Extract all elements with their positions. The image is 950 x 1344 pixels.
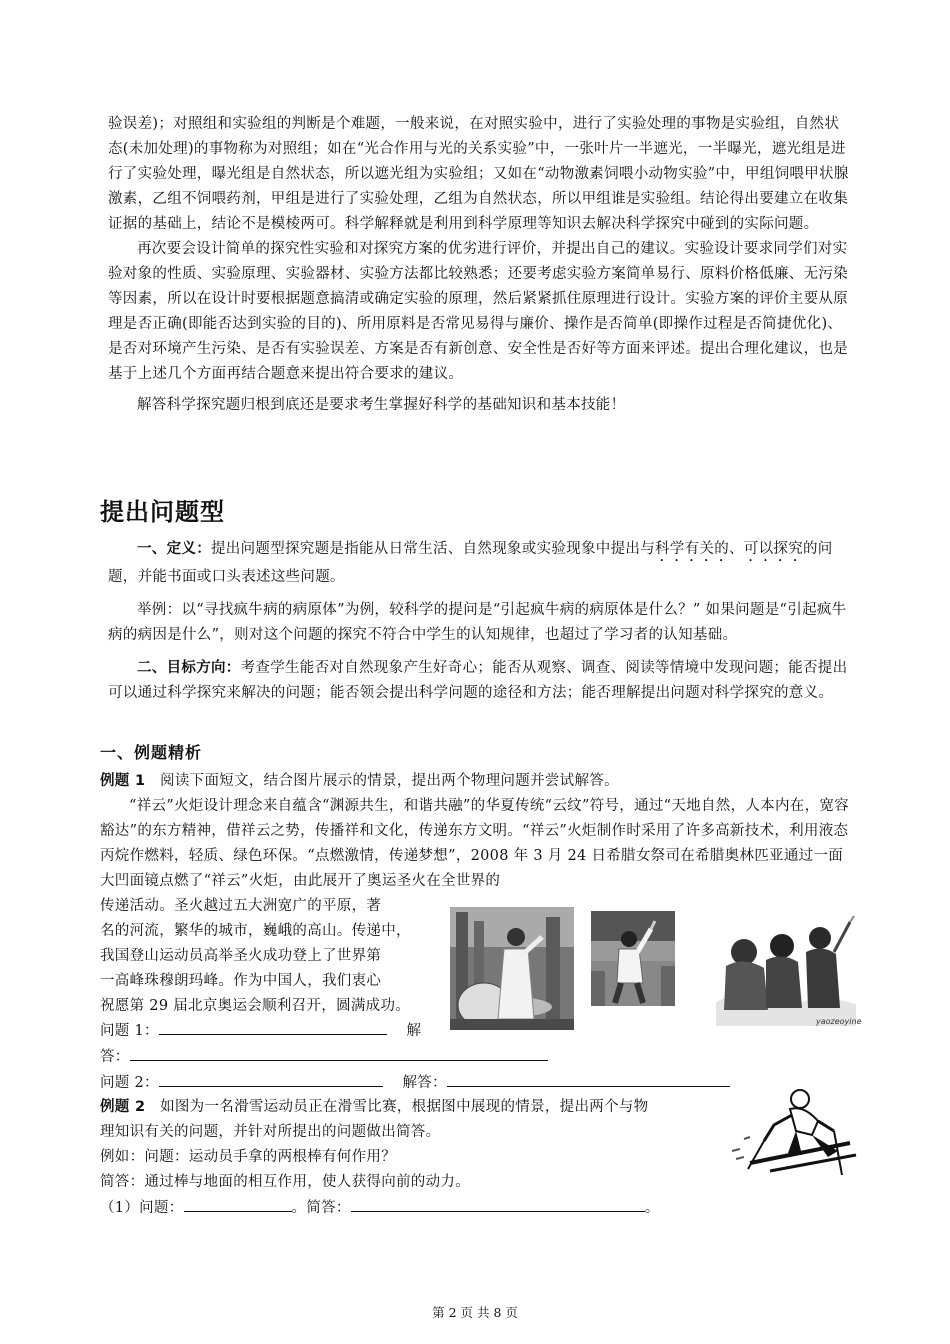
example-2-example-answer: 简答：通过棒与地面的相互作用，使人获得向前的动力。 xyxy=(100,1174,470,1190)
question-2-label: 问题 2： xyxy=(100,1075,159,1091)
page-footer: 第 2 页 共 8 页 xyxy=(432,1305,518,1320)
everest-climbers-photo xyxy=(716,912,856,1026)
passage-line-5: 祝愿第 29 届北京奥运会顺利召开，圆满成功。 xyxy=(100,998,411,1014)
passage-line-3: 我国登山运动员高举圣火成功登上了世界第 xyxy=(100,948,382,964)
subsection-title: 一、例题精析 xyxy=(100,743,203,762)
example-1 xyxy=(100,769,852,894)
example-2-answer-label: 。简答： xyxy=(291,1200,351,1216)
torch-lighting-photo xyxy=(450,907,574,1030)
question-1-blank[interactable] xyxy=(159,1018,387,1035)
passage-line-1: 传递活动。圣火越过五大洲宽广的平原，著 xyxy=(100,898,382,914)
answer-1-label-b: 答： xyxy=(100,1049,130,1065)
photo-caption: yaozeoyine xyxy=(816,1017,862,1026)
example-2 xyxy=(100,1095,740,1221)
answer-1-label-a: 解 xyxy=(406,1023,422,1039)
example-2-label: 例题 2 xyxy=(100,1099,146,1115)
goal-text: 考查学生能否对自然现象产生好奇心；能否从观察、调查、阅读等情境中发现问题；能否提出可以通过科学探究来解决的问题；能否领会提出科学问题的途径和方法；能否理解提出问题对科学探究的意义。 xyxy=(108,660,848,701)
example-1-passage: “祥云”火炬设计理念来自蕴含“渊源共生，和谐共融”的华夏传统“云纹”符号，通过“天地自然，人本内在，宽容豁达”的东方精神，借祥云之势，传播祥和文化，传递东方文明。“祥云”火炬制作时采用了许多高新技术，利用液态丙烷作燃料，轻质、绿色环保。“点燃激情，传递梦想”，2008 年 3 月 24 日希腊女祭司在希腊奥林匹亚通过一面大凹面镜点燃了“祥云”火炬，由此展开了奥运圣火在全世界的 xyxy=(100,798,849,889)
intro-paragraph-2: 再次要会设计简单的探究性实验和对探究方案的优劣进行评价，并提出自己的建议。实验设计要求同学们对实验对象的性质、实验原理、实验器材、实验方法都比较熟悉；还要考虑实验方案简单易行、原料价格低廉、无污染等因素，所以在设计时要根据题意搞清或确定实验的原理，然后紧紧抓住原理进行设计。实验方案的评价主要从原理是否正确(即能否达到实验的目的)、所用原料是否常见易得与廉价、操作是否简单(即操作过程是否简捷优化)、是否对环境产生污染、是否有实验误差、方案是否有新创意、安全性是否好等方面来评述。提出合理化建议，也是基于上述几个方面再结合题意来提出符合要求的建议。 xyxy=(108,241,848,382)
definition-emphasis: 科学有关的、可以探究 xyxy=(655,541,803,557)
goal-paragraph xyxy=(108,656,853,706)
intro-paragraph-3: 解答科学探究题归根到底还是要求考生掌握好科学的基础知识和基本技能！ xyxy=(137,397,626,413)
example-2-prompt-1: 如图为一名滑雪运动员正在滑雪比赛，根据图中展现的情景，提出两个与物 xyxy=(160,1099,649,1115)
intro-text xyxy=(108,112,853,418)
example-2-end: 。 xyxy=(644,1200,660,1216)
definition-block xyxy=(108,537,853,706)
goal-label: 二、目标方向： xyxy=(137,660,241,676)
passage-line-4: 一高峰珠穆朗玛峰。作为中国人，我们衷心 xyxy=(100,973,382,989)
example-2-answer-blank[interactable] xyxy=(351,1195,645,1212)
example-1-prompt: 阅读下面短文，结合图片展示的情景，提出两个物理问题并尝试解答。 xyxy=(160,773,619,789)
skier-illustration xyxy=(730,1085,858,1179)
answer-2-label: 解答： xyxy=(402,1075,447,1091)
definition-label: 一、定义： xyxy=(137,541,211,557)
passage-line-2: 名的河流，繁华的城市，巍峨的高山。传递中， xyxy=(100,923,411,939)
intro-paragraph-1: 验误差)；对照组和实验组的判断是个难题，一般来说，在对照实验中，进行了实验处理的事物是实验组，自然状态(未加处理)的事物称为对照组；如在“光合作用与光的关系实验”中，一张叶片一半遮光，一半曝光，遮光组是进行了实验处理，曝光组是自然状态，所以遮光组为实验组；又如在“动物激素饲喂小动物实验”中，甲组饲喂甲状腺激素，乙组不饲喂药剂，甲组是进行了实验处理，乙组为自然状态，所以甲组谁是实验组。结论得出要建立在收集证据的基础上，结论不是模棱两可。科学解释就是利用到科学原理等知识去解决科学探究中碰到的实际问题。 xyxy=(108,116,849,232)
example-2-question-blank[interactable] xyxy=(184,1195,292,1212)
torch-runner-photo xyxy=(591,911,675,1006)
example-2-question-label: （1）问题： xyxy=(100,1200,184,1216)
example-1-passage-wrapped xyxy=(100,894,445,1019)
section-title: 提出问题型 xyxy=(100,498,225,526)
example-2-question-row xyxy=(100,1195,740,1221)
definition-text-b: 的问题，并能书面或口头表述这些问题。 xyxy=(108,541,833,585)
example-1-prompt-line xyxy=(100,769,852,794)
question-1-label: 问题 1： xyxy=(100,1023,159,1039)
question-2-blank[interactable] xyxy=(159,1070,383,1087)
example-2-prompt-line-1 xyxy=(100,1095,740,1120)
example-2-prompt-2: 理知识有关的问题，并针对所提出的问题做出简答。 xyxy=(100,1124,441,1140)
example-1-label: 例题 1 xyxy=(100,773,146,789)
answer-1-row xyxy=(100,1044,860,1070)
example-2-example-question: 例如：问题：运动员手拿的两根棒有何作用？ xyxy=(100,1149,396,1165)
answer-1-blank[interactable] xyxy=(130,1044,548,1061)
definition-paragraph xyxy=(108,537,853,590)
definition-text-a: 提出问题型探究题是指能从日常生活、自然现象或实验现象中提出与 xyxy=(211,541,655,557)
example-paragraph: 举例：以“寻找疯牛病的病原体”为例，较科学的提问是“引起疯牛病的病原体是什么？” 如果问题是“引起疯牛病的病因是什么”，则对这个问题的探究不符合中学生的认知规律，也超过了学习者的认知基础。 xyxy=(108,602,847,643)
